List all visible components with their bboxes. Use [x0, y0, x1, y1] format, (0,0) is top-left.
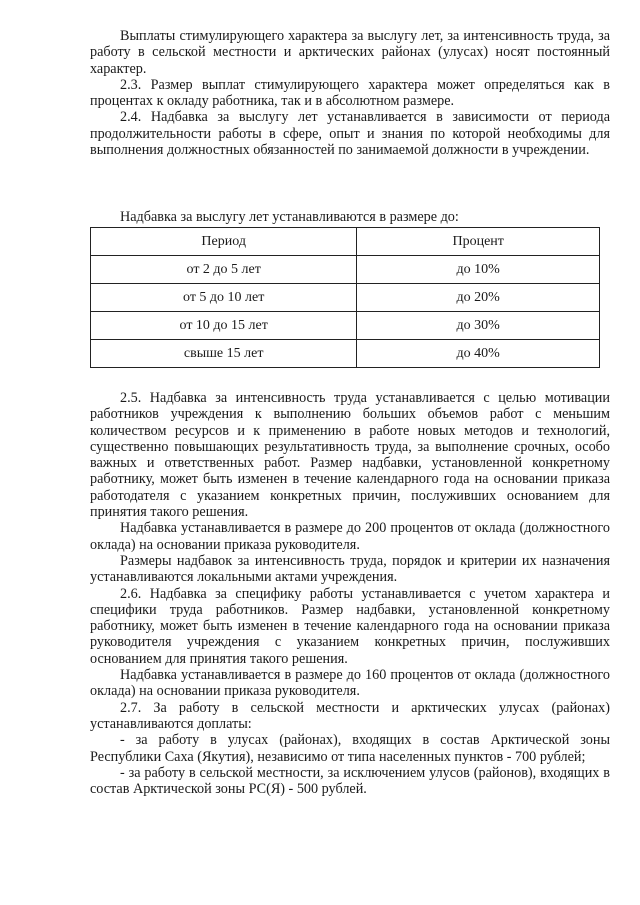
list-item-rural-area: - за работу в сельской местности, за исключением улусов (районов), входящих в состав Арктической зоны РС(Я) - 500 рублей. [90, 764, 610, 798]
seniority-bonus-table [90, 227, 600, 368]
text-block-bottom [90, 390, 610, 797]
cell-percent: до 20% [357, 284, 600, 312]
paragraph-2-6: 2.6. Надбавка за специфику работы устанавливается с учетом характера и специфики труда работников. Размер надбавки, установленной конкретному работнику, может быть изменен в течение календарного года на основании приказа руководителя учреждения с указанием конкретных причин, послуживших основанием для принятия такого решения. [90, 585, 610, 667]
paragraph-specifics-amount: Надбавка устанавливается в размере до 160 процентов от оклада (должностного оклада) на основании приказа руководителя. [90, 667, 610, 700]
paragraph-intensity-amount: Надбавка устанавливается в размере до 200 процентов от оклада (должностного оклада) на основании приказа руководителя. [90, 520, 610, 553]
cell-percent: до 40% [357, 340, 600, 368]
list-item-arctic-zone: - за работу в улусах (районах), входящих в состав Арктической зоны Республики Саха (Якутия), независимо от типа населенных пунктов - 700 рублей; [90, 732, 610, 765]
text-block-top [90, 28, 610, 158]
table-row [91, 312, 600, 340]
cell-percent: до 10% [357, 256, 600, 284]
table-row [91, 340, 600, 368]
table-row [91, 284, 600, 312]
paragraph-2-4: 2.4. Надбавка за выслугу лет устанавливается в зависимости от периода продолжительности работы в сфере, опыт и знания по которой необходимы для выполнения должностных обязанностей по занимаемой должности в учреждении. [90, 109, 610, 159]
paragraph-intensity-criteria: Размеры надбавок за интенсивность труда, порядок и критерии их назначения устанавливаются локальными актами учреждения. [90, 552, 610, 586]
table-caption: Надбавка за выслугу лет устанавливаются в размере до: [120, 209, 459, 225]
cell-period: от 5 до 10 лет [91, 284, 357, 312]
header-period: Период [91, 228, 357, 256]
paragraph-2-5: 2.5. Надбавка за интенсивность труда устанавливается с целью мотивации работников учреждения к выполнению больших объемов работ с меньшим количеством ресурсов и к применению в работе новых методов и технологий, существенно повышающих результативность труда, за выполнение срочных, особо важных и ответственных работ. Размер надбавки, установленной конкретному работнику, может быть изменен в течение календарного года на основании приказа работодателя с указанием конкретных причин, послуживших основанием для принятия такого решения. [90, 390, 610, 521]
header-percent: Процент [357, 228, 600, 256]
cell-period: свыше 15 лет [91, 340, 357, 368]
cell-period: от 2 до 5 лет [91, 256, 357, 284]
cell-percent: до 30% [357, 312, 600, 340]
table-row [91, 256, 600, 284]
paragraph-2-3: 2.3. Размер выплат стимулирующего характера может определяться как в процентах к окладу работника, так и в абсолютном размере. [90, 76, 610, 110]
cell-period: от 10 до 15 лет [91, 312, 357, 340]
paragraph-2-7: 2.7. За работу в сельской местности и арктических улусах (районах) устанавливаются доплаты: [90, 699, 610, 732]
table-header-row [91, 228, 600, 256]
paragraph-stimulating-payments: Выплаты стимулирующего характера за выслугу лет, за интенсивность труда, за работу в сельской местности и арктических районах (улусах) носят постоянный характер. [90, 28, 610, 77]
